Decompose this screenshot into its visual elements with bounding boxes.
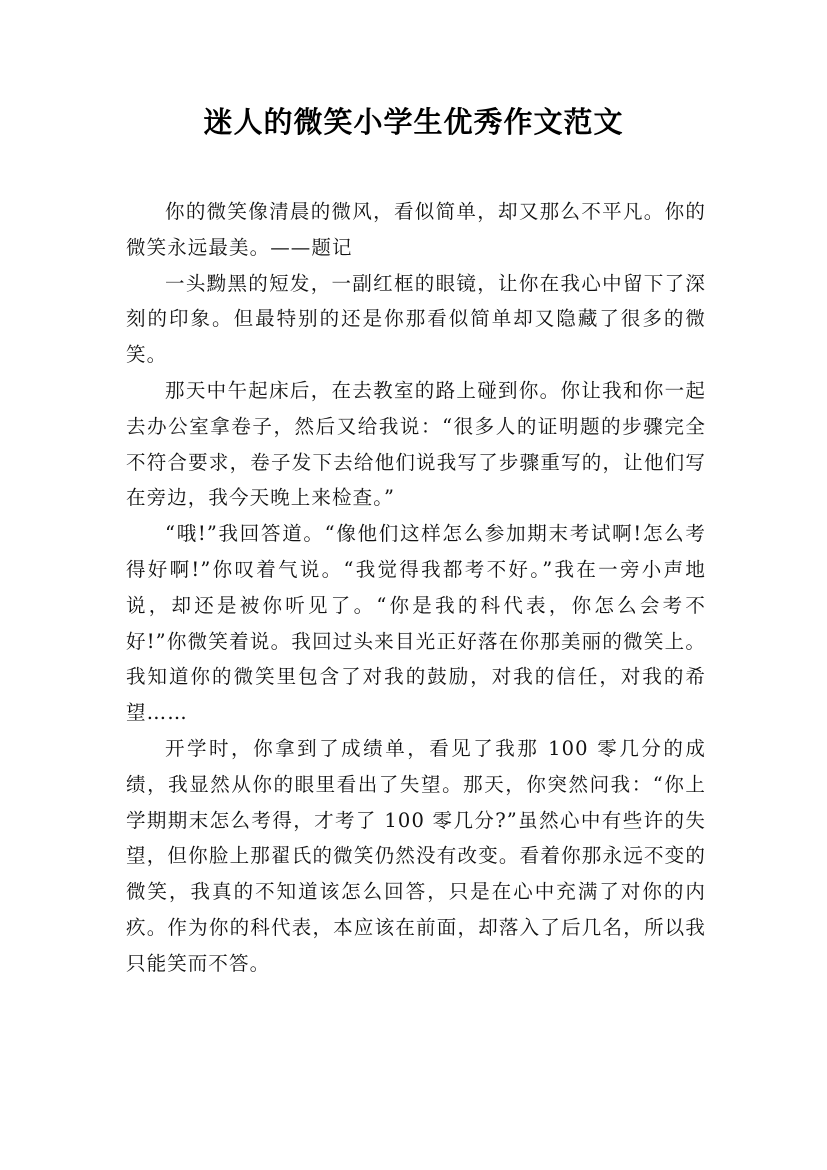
paragraph-report-card: 开学时，你拿到了成绩单，看见了我那 100 零几分的成绩，我显然从你的眼里看出了失望。那天，你突然问我：“你上学期期末怎么考得，才考了 100 零几分?”虽然心中有些许的失望，但你脸上那翟氏的微笑仍然没有改变。看着你那永远不变的微笑，我真的不知道该怎么回答，只是在心中充满了对你的内疚。作为你的科代表，本应该在前面，却落入了后几名，所以我只能笑而不答。 [126,736,706,975]
paragraph-epigraph: 你的微笑像清晨的微风，看似简单，却又那么不平凡。你的微笑永远最美。——题记 [126,200,706,259]
paragraph-dialogue: “哦!”我回答道。“像他们这样怎么参加期末考试啊!怎么考得好啊!”你叹着气说。“我觉得我都考不好。”我在一旁小声地说，却还是被你听见了。“你是我的科代表，你怎么会考不好!”你微笑着说。我回过头来目光正好落在你那美丽的微笑上。我知道你的微笑里包含了对我的鼓励，对我的信任，对我的希望…… [126,522,706,725]
document-title: 迷人的微笑小学生优秀作文范文 [203,105,624,139]
document-body [126,194,706,982]
paragraph-noon-encounter: 那天中午起床后，在去教室的路上碰到你。你让我和你一起去办公室拿卷子，然后又给我说：“很多人的证明题的步骤完全不符合要求，卷子发下去给他们说我写了步骤重写的，让他们写在旁边，我今天晚上来检查。” [126,378,706,510]
paragraph-description: 一头黝黑的短发，一副红框的眼镜，让你在我心中留下了深刻的印象。但最特别的还是你那看似简单却又隐藏了很多的微笑。 [126,271,706,367]
